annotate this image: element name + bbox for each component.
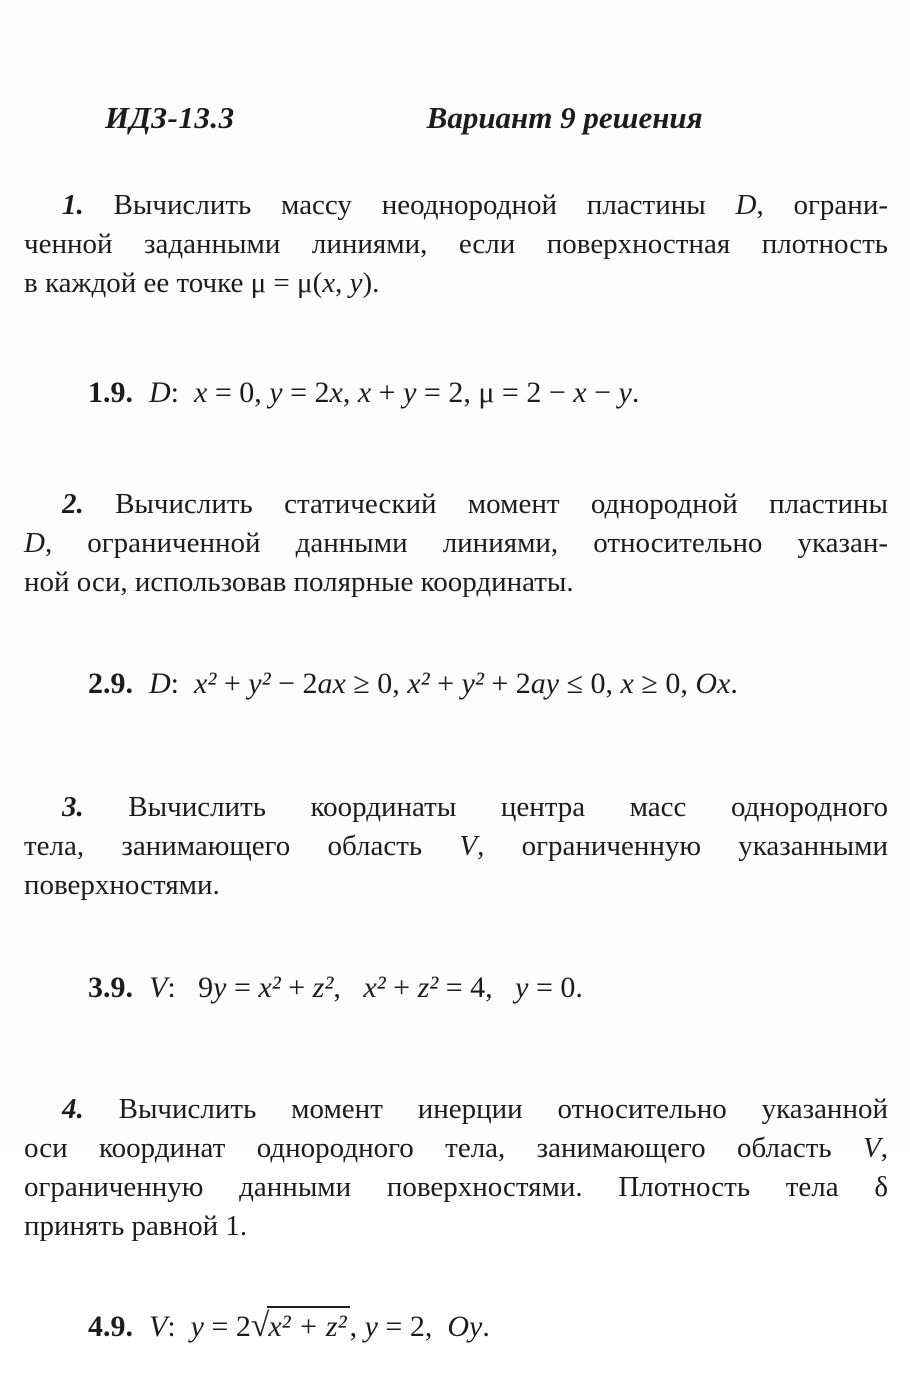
text-segment: D <box>149 376 171 409</box>
text-segment: y² <box>248 667 271 700</box>
problem-2-statement <box>24 485 888 602</box>
text-segment: y <box>515 971 529 1004</box>
text-segment: x² <box>363 971 386 1004</box>
statement-line <box>24 827 888 866</box>
text-segment: = 4, <box>438 971 516 1004</box>
text-segment: V <box>863 1132 881 1164</box>
text-segment: : 9 <box>167 971 214 1004</box>
text-segment: y² <box>461 667 484 700</box>
text-segment: + <box>429 667 462 700</box>
exercise-3-9-number: 3.9. <box>88 971 133 1004</box>
text-segment: . <box>482 1310 490 1343</box>
exercise-4-9 <box>24 1260 888 1393</box>
text-segment: + 2 <box>483 667 531 700</box>
text-segment: ≤ 0, <box>559 667 621 700</box>
text-segment: ≥ 0, <box>345 667 408 700</box>
exercise-3-9 <box>24 922 888 1054</box>
text-segment: x <box>357 376 372 409</box>
text-segment: Ox <box>695 667 731 700</box>
text-segment: , ограни- <box>756 189 888 221</box>
statement-line <box>24 1207 888 1246</box>
text-segment: y <box>213 971 227 1004</box>
text-segment: x² <box>258 971 281 1004</box>
text-segment: = 2 <box>204 1310 251 1343</box>
text-segment: V <box>149 1310 168 1343</box>
text-segment: z² <box>312 971 334 1004</box>
text-segment: y <box>364 1310 378 1343</box>
statement-line <box>24 264 888 303</box>
page-header <box>24 100 888 136</box>
assignment-code: ИДЗ-13.3 <box>105 100 235 135</box>
text-segment: , <box>335 267 350 299</box>
statement-line <box>24 1090 888 1129</box>
text-segment: V <box>149 971 168 1004</box>
text-segment: D <box>149 667 171 700</box>
text-segment: : <box>170 376 195 409</box>
text-segment: ). <box>362 267 380 299</box>
text-segment: = 2, <box>377 1310 448 1343</box>
text-segment: 1. <box>62 189 114 221</box>
text-segment: : <box>170 667 195 700</box>
text-segment: , ограниченную указанными <box>477 830 888 862</box>
text-segment: , <box>880 1132 888 1164</box>
text-segment: V <box>459 830 478 862</box>
statement-line <box>24 485 888 524</box>
statement-line <box>24 1129 888 1168</box>
statement-line <box>24 225 888 264</box>
text-segment: ограниченную данными поверхностями. Плотность тела δ <box>24 1171 888 1203</box>
text-segment: в каждой ее точке μ = μ( <box>24 267 323 299</box>
text-segment: = 2, μ = 2 − <box>416 376 574 409</box>
text-segment: D <box>24 527 45 559</box>
text-segment: √ <box>250 1307 270 1344</box>
text-segment: Вычислить статический момент однородной пластины <box>115 488 888 520</box>
exercise-4-9-number: 4.9. <box>88 1310 133 1343</box>
exercise-1-9 <box>24 327 888 459</box>
statement-line <box>24 788 888 827</box>
statement-line <box>24 563 888 602</box>
exercise-2-9-number: 2.9. <box>88 667 133 700</box>
text-segment: , <box>349 1310 365 1343</box>
text-segment: = 2 <box>282 376 330 409</box>
problem-4-statement <box>24 1090 888 1246</box>
statement-line <box>24 524 888 563</box>
text-segment: − 2 <box>270 667 318 700</box>
text-segment: x² <box>194 667 217 700</box>
text-segment: Вычислить момент инерции относительно указанной <box>118 1093 888 1125</box>
text-segment: ay <box>530 667 560 700</box>
text-segment: 3. <box>62 791 129 823</box>
text-segment: , <box>342 376 358 409</box>
text-segment: z² <box>417 971 439 1004</box>
text-segment: ной оси, использовав полярные координаты. <box>24 566 574 598</box>
text-segment: + <box>216 667 249 700</box>
problem-1-statement <box>24 186 888 303</box>
text-segment: y <box>269 376 283 409</box>
text-segment: y <box>190 1310 204 1343</box>
text-segment: x <box>620 667 634 700</box>
text-segment: + <box>280 971 313 1004</box>
exercise-1-9-formula <box>149 376 639 409</box>
text-segment: − <box>586 376 619 409</box>
text-segment: x <box>329 376 343 409</box>
problem-3-statement <box>24 788 888 905</box>
text-segment: + <box>385 971 418 1004</box>
text-segment: 4. <box>62 1093 119 1125</box>
text-segment: Oy <box>447 1310 483 1343</box>
text-segment: тела, занимающего область <box>24 830 460 862</box>
variant-title: Вариант 9 решения <box>426 100 703 135</box>
text-segment: y <box>349 267 363 299</box>
statement-line <box>24 1168 888 1207</box>
text-segment: ≥ 0, <box>633 667 696 700</box>
text-segment: x <box>573 376 587 409</box>
text-segment: x <box>322 267 336 299</box>
text-segment: . <box>730 667 738 700</box>
exercise-1-9-number: 1.9. <box>88 376 133 409</box>
text-segment: x² <box>407 667 430 700</box>
text-segment: ченной заданными линиями, если поверхностная плотность <box>24 228 888 260</box>
text-segment: , <box>333 971 364 1004</box>
statement-line <box>24 866 888 905</box>
text-segment: x <box>194 376 208 409</box>
text-segment: + <box>371 376 404 409</box>
text-segment: оси координат однородного тела, занимающего область <box>24 1132 864 1164</box>
text-segment: D <box>735 189 757 221</box>
exercise-3-9-formula <box>149 971 583 1004</box>
text-segment: = 0. <box>528 971 583 1004</box>
text-segment: , ограниченной данными линиями, относительно указан- <box>44 527 888 559</box>
exercise-2-9-formula <box>149 667 738 700</box>
text-segment: y <box>403 376 417 409</box>
exercise-2-9 <box>24 618 888 750</box>
text-segment: y <box>618 376 632 409</box>
text-segment: принять равной 1. <box>24 1210 248 1242</box>
text-segment: поверхностями. <box>24 869 220 901</box>
text-segment: 2. <box>62 488 116 520</box>
text-segment: x² + z² <box>267 1306 349 1343</box>
exercise-4-9-formula <box>149 1307 490 1344</box>
text-segment: = 0, <box>207 376 270 409</box>
text-segment: : <box>167 1310 191 1343</box>
text-segment: . <box>631 376 640 409</box>
text-segment: Вычислить массу неоднородной пластины <box>113 189 736 221</box>
statement-line <box>24 186 888 225</box>
text-segment: = <box>226 971 259 1004</box>
text-segment: Вычислить координаты центра масс однородного <box>128 791 888 823</box>
text-segment: ax <box>317 667 346 700</box>
